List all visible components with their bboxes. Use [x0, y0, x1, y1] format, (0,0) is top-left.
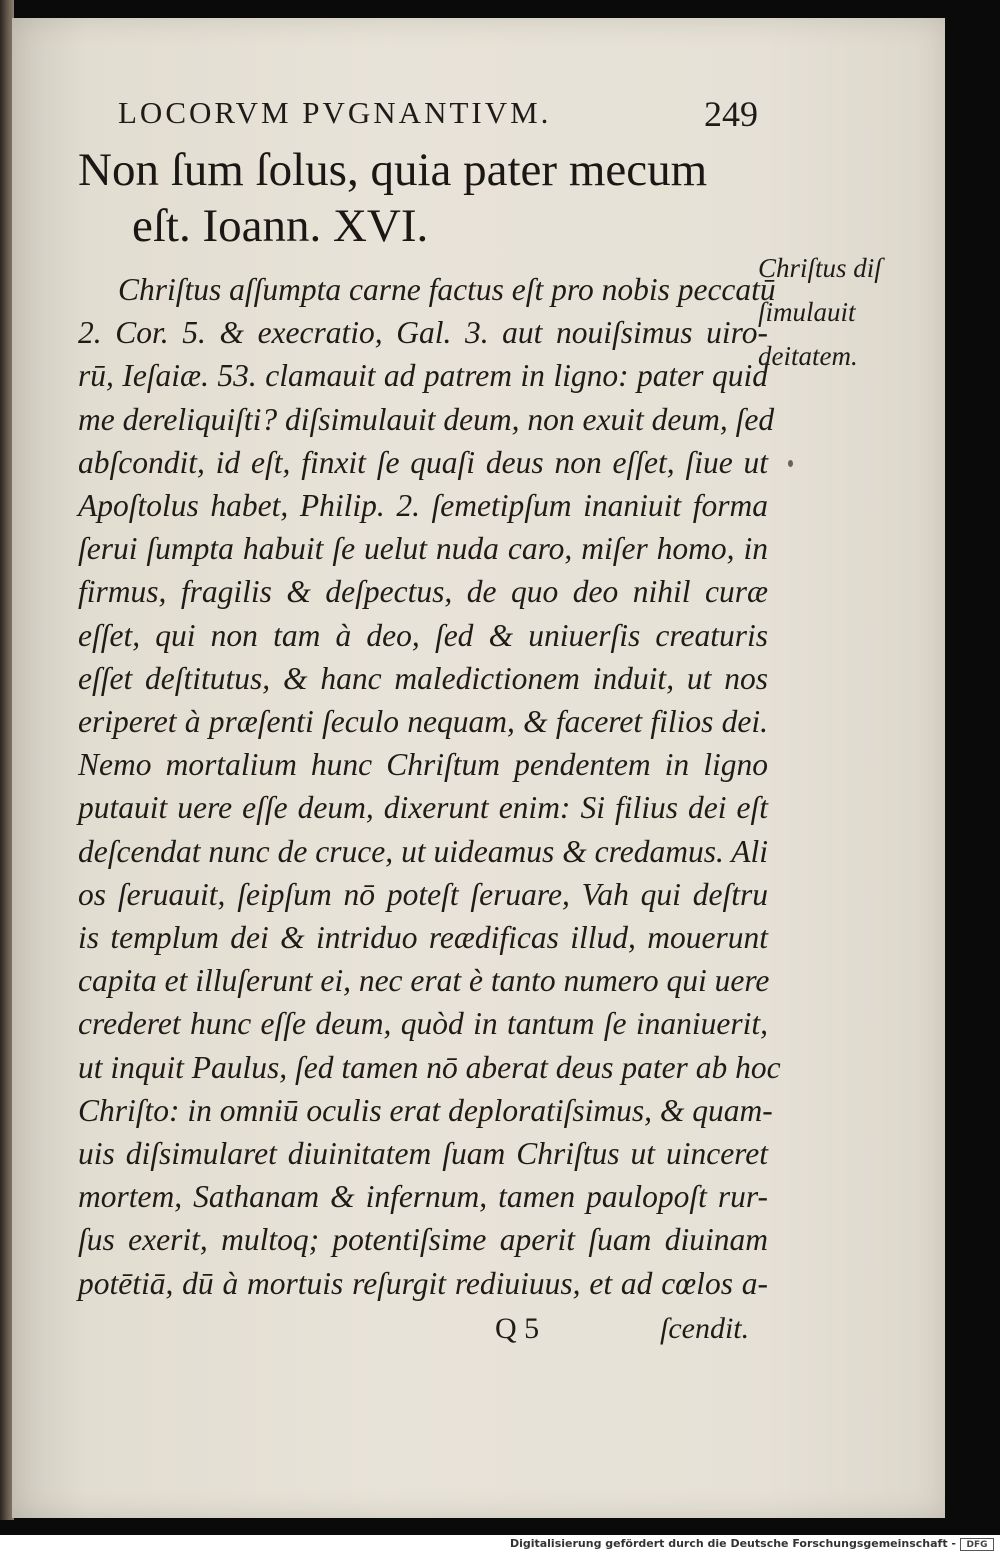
dfg-logo-icon: DFG [960, 1538, 994, 1551]
body-line: capita et illuſerunt ei, nec erat è tanto numero qui uere [78, 963, 770, 999]
body-line: uis diſsimularet diuinitatem ſuam Chriſtus ut uinceret [78, 1136, 768, 1172]
body-line: Apoſtolus habet, Philip. 2. ſemetipſum inaniuit forma [78, 488, 768, 524]
body-line: is templum dei & intriduo reædificas illud, mouerunt [78, 920, 768, 956]
body-line: os ſeruauit, ſeipſum nō poteſt ſeruare, Vah qui deſtru [78, 876, 768, 912]
body-line: Chriſto: in omniū oculis erat deploratiſsimus, & quam- [78, 1092, 773, 1128]
signature-mark: Q 5 [495, 1312, 540, 1345]
body-line: eſſet deſtitutus, & hanc maledictionem induit, ut nos [78, 660, 768, 696]
body-text [78, 268, 781, 1305]
body-line: ut inquit Paulus, ſed tamen nō aberat deus pater ab hoc [78, 1049, 781, 1085]
body-line: me dereliquiſti? diſsimulauit deum, non exuit deum, ſed [78, 401, 775, 437]
body-line: eſſet, qui non tam à deo, ſed & uniuerſis creaturis [78, 617, 768, 653]
body-line: Nemo mortalium hunc Chriſtum pendentem in ligno [78, 747, 768, 783]
footer-credit: Digitalisierung gefördert durch die Deutsche Forschungsgemeinschaft - [509, 1537, 956, 1550]
heading-line: Non ſum ſolus, quia pater mecum [78, 144, 708, 196]
body-line: eriperet à præſenti ſeculo nequam, & faceret filios dei. [78, 704, 768, 740]
body-line: ſerui ſumpta habuit ſe uelut nuda caro, miſer homo, in [78, 531, 768, 567]
body-line: 2. Cor. 5. & execratio, Gal. 3. aut nouiſsimus uiro- [78, 315, 768, 351]
body-line: mortem, Sathanam & infernum, tamen paulopoſt rur- [78, 1179, 768, 1215]
body-line: putauit uere eſſe deum, dixerunt enim: Si filius dei eſt [78, 790, 768, 826]
heading-line: eſt. Ioann. XVI. [132, 200, 429, 252]
body-line: rū, Ieſaiæ. 53. clamauit ad patrem in ligno: pater quid [78, 358, 768, 394]
body-line: crederet hunc eſſe deum, quòd in tantum ſe inaniuerit, [78, 1006, 768, 1042]
margin-note-line: Chriſtus diſ [758, 253, 882, 283]
body-line: potētiā, dū à mortuis reſurgit rediuiuus, et ad cœlos a- [78, 1265, 768, 1301]
body-line: ſus exerit, multoq; potentiſsime aperit ſuam diuinam [78, 1222, 768, 1258]
body-line: abſcondit, id eſt, finxit ſe quaſi deus non eſſet, ſiue ut [78, 444, 768, 480]
section-heading [78, 142, 768, 254]
body-line: firmus, fragilis & deſpectus, de quo deo nihil curæ [78, 574, 768, 610]
body-line: deſcendat nunc de cruce, ut uideamus & credamus. Ali [78, 833, 768, 869]
body-line: Chriſtus aſſumpta carne factus eſt pro nobis peccatū [118, 272, 776, 307]
running-title: LOCORVM PVGNANTIVM. [118, 95, 552, 130]
ink-speck [788, 460, 793, 467]
footer-bar [0, 1535, 1000, 1555]
margin-note [758, 246, 882, 378]
catchword: ſcendit. [660, 1312, 750, 1345]
page-header [118, 95, 758, 135]
page-number: 249 [704, 94, 758, 134]
margin-note-line: ſimulauit [758, 297, 856, 327]
margin-note-line: deitatem. [758, 341, 858, 371]
